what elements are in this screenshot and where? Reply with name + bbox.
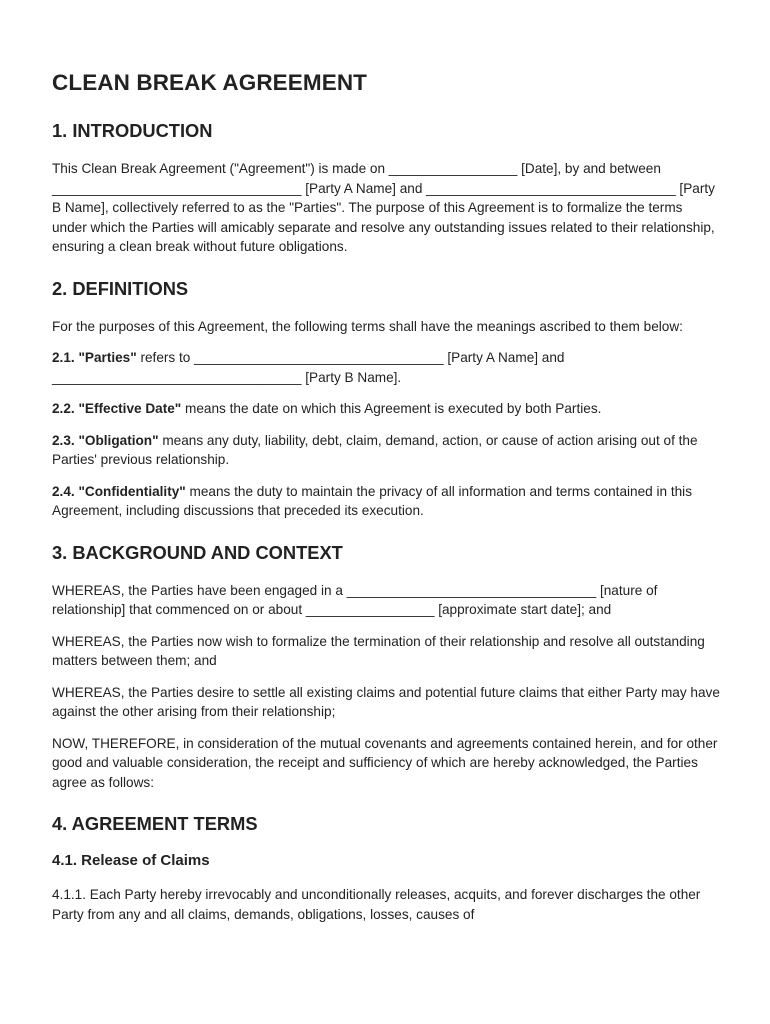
definition-parties	[52, 348, 720, 387]
definition-text: means the date on which this Agreement is executed by both Parties.	[181, 401, 602, 416]
whereas-paragraph-3: WHEREAS, the Parties desire to settle all existing claims and potential future claims that either Party may have against the other arising from their relationship;	[52, 684, 720, 719]
whereas-paragraph-2: WHEREAS, the Parties now wish to formalize the termination of their relationship and resolve all outstanding matters between them; and	[52, 633, 705, 668]
release-paragraph: 4.1.1. Each Party hereby irrevocably and unconditionally releases, acquits, and forever discharges the other Party from any and all claims, demands, obligations, losses, causes of	[52, 887, 701, 922]
definition-effective-date	[52, 399, 720, 419]
definition-text: means the duty to maintain the privacy of all information and terms contained in this Agreement, including discussions that preceded its execution.	[52, 483, 693, 518]
definition-term: 2.4. "Confidentiality"	[52, 483, 186, 499]
definition-text: refers to _________________________________ [Party A Name] and _________________________________ [Party B Name].	[52, 350, 565, 385]
definition-term: 2.2. "Effective Date"	[52, 401, 182, 416]
section-heading-agreement-terms: 4. AGREEMENT TERMS	[52, 813, 258, 834]
definition-text: means any duty, liability, debt, claim, demand, action, or cause of action arising out of the Parties' previous relationship.	[52, 432, 698, 467]
section-heading-background: 3. BACKGROUND AND CONTEXT	[52, 541, 343, 563]
definitions-intro: For the purposes of this Agreement, the following terms shall have the meanings ascribed to them below:	[52, 318, 683, 334]
definition-obligation	[52, 431, 720, 470]
whereas-paragraph-1: WHEREAS, the Parties have been engaged in a _________________________________ [nature of relationship] that commenced on or about _________________ [approximate start date]; and	[52, 582, 658, 617]
section-heading-definitions: 2. DEFINITIONS	[52, 277, 189, 299]
now-therefore-paragraph: NOW, THEREFORE, in consideration of the mutual covenants and agreements contained herein, and for other good and valuable consideration, the receipt and sufficiency of which are hereby acknowledged, the Parties agree as follows:	[52, 735, 718, 790]
definition-term: 2.1. "Parties"	[52, 350, 137, 365]
introduction-paragraph: This Clean Break Agreement ("Agreement") is made on _________________ [Date], by and between _________________________________ [Party A Name] and _________________________________ [Party B Name], collectively referred to as the "Parties". The purpose of this Agreement is to formalize the terms under which the Parties will amicably separate and resolve any outstanding issues related to their relationship, ensuring a clean break without future obligations.	[52, 161, 715, 254]
subsection-heading-release-of-claims: 4.1. Release of Claims	[52, 852, 210, 869]
document-title: CLEAN BREAK AGREEMENT	[52, 70, 368, 95]
definition-term: 2.3. "Obligation"	[52, 432, 159, 448]
document-body	[52, 70, 720, 924]
section-heading-introduction: 1. INTRODUCTION	[52, 120, 213, 141]
definition-confidentiality	[52, 482, 720, 521]
